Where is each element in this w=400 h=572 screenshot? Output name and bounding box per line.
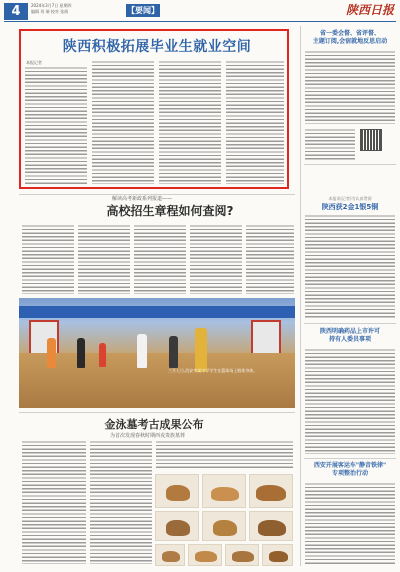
artifact-photo xyxy=(202,511,246,541)
bottom-story-title[interactable]: 金泳墓考古成果公布 xyxy=(104,418,204,431)
section-tag: 【要闻】 xyxy=(127,6,159,15)
photo-banner xyxy=(19,306,295,318)
right-story4-title-line2: 专项整治行动 xyxy=(331,470,368,477)
photo-player xyxy=(169,336,178,368)
right-story4-title-line1: 西安开展客运车"静音铁律" xyxy=(313,462,387,469)
photo-player xyxy=(137,334,147,368)
bottom-story-subtitle: 为首次发现春秋时期西戎贵族墓葬 xyxy=(110,433,186,439)
right-divider-2 xyxy=(304,323,396,324)
right-story3-title-line2: 持有人委员事项 xyxy=(328,336,371,343)
right-story4-text xyxy=(305,482,395,564)
page-header xyxy=(0,0,400,22)
right-story3-text xyxy=(305,348,395,454)
artifact-photo xyxy=(225,544,259,566)
photo-player xyxy=(99,343,106,367)
artifact-photo xyxy=(249,474,293,508)
mid-story-text-col4 xyxy=(190,224,242,294)
qr-code-icon xyxy=(360,129,382,151)
mid-story-text-col5 xyxy=(246,224,294,294)
page-number: 4 xyxy=(4,3,28,20)
right-divider-1 xyxy=(304,164,396,165)
right-story2-kicker: 本报讯(记者)为认真贯彻 xyxy=(328,196,372,201)
bottom-story-text-col3 xyxy=(156,440,293,470)
artifact-photo xyxy=(202,474,246,508)
artifact-photo xyxy=(155,474,199,508)
lead-story-text-col2 xyxy=(92,60,154,184)
editor-line: 编辑 刘 瑞 校对 张倩 xyxy=(31,9,69,14)
right-divider-3 xyxy=(304,458,396,459)
mid-story-text-col2 xyxy=(78,224,130,294)
right-story3-title[interactable] xyxy=(304,328,396,344)
lead-story-byline: 本报记者 xyxy=(26,60,42,65)
artifact-photo xyxy=(262,544,293,566)
bottom-story-text-col1 xyxy=(22,440,86,564)
artifact-photo xyxy=(249,511,293,541)
artifact-photo xyxy=(188,544,222,566)
news-photo[interactable] xyxy=(19,298,295,408)
right-column-rule xyxy=(300,26,301,566)
header-rule xyxy=(4,21,396,22)
date-line: 2024年3月7日 星期四 xyxy=(31,3,72,8)
bottom-story-text-col2 xyxy=(90,440,152,564)
right-story2-text xyxy=(305,214,395,318)
mid-story-title[interactable]: 高校招生章程如何查阅? xyxy=(106,204,234,218)
artifact-photo-grid[interactable] xyxy=(155,474,293,566)
photo-player xyxy=(195,328,207,372)
mid-story-text-col3 xyxy=(134,224,186,294)
artifact-photo xyxy=(155,544,185,566)
right-story3-title-line1: 陕西明确药品上市许可 xyxy=(319,328,380,335)
bottom-divider xyxy=(19,412,295,413)
photo-player xyxy=(77,338,85,368)
right-story1-title-line2: 主题订阅,会宿就地反思启动 xyxy=(312,38,388,45)
right-story1-text-tail xyxy=(305,128,355,160)
right-story1-title-line1: 省一委会督、省评督、 xyxy=(319,30,380,37)
mid-story-kicker: 解读高考新政系列报道—— xyxy=(112,196,173,202)
artifact-photo xyxy=(155,511,199,541)
photo-court xyxy=(19,353,295,408)
section-label: 要闻 xyxy=(135,6,151,15)
masthead-logo: 陕西日报 xyxy=(346,3,395,17)
right-story4-title[interactable] xyxy=(304,462,396,478)
mid-story-text-col1 xyxy=(22,224,74,294)
photo-player xyxy=(47,338,56,368)
lead-story-text-col3 xyxy=(159,60,221,184)
photo-caption: 三月七日,西安市某中学学生在篮球场上锻炼身体。 xyxy=(168,368,258,373)
right-story1-title[interactable] xyxy=(304,30,396,46)
lead-story-title[interactable]: 陕西积极拓展毕业生就业空间 xyxy=(62,39,252,55)
right-story2-title[interactable]: 陕西获2金1银5铜 xyxy=(321,203,379,211)
right-story1-text xyxy=(305,50,395,124)
lead-story-text-col1 xyxy=(25,66,87,184)
header-meta xyxy=(31,3,96,15)
lead-story-text-col4 xyxy=(226,60,284,184)
